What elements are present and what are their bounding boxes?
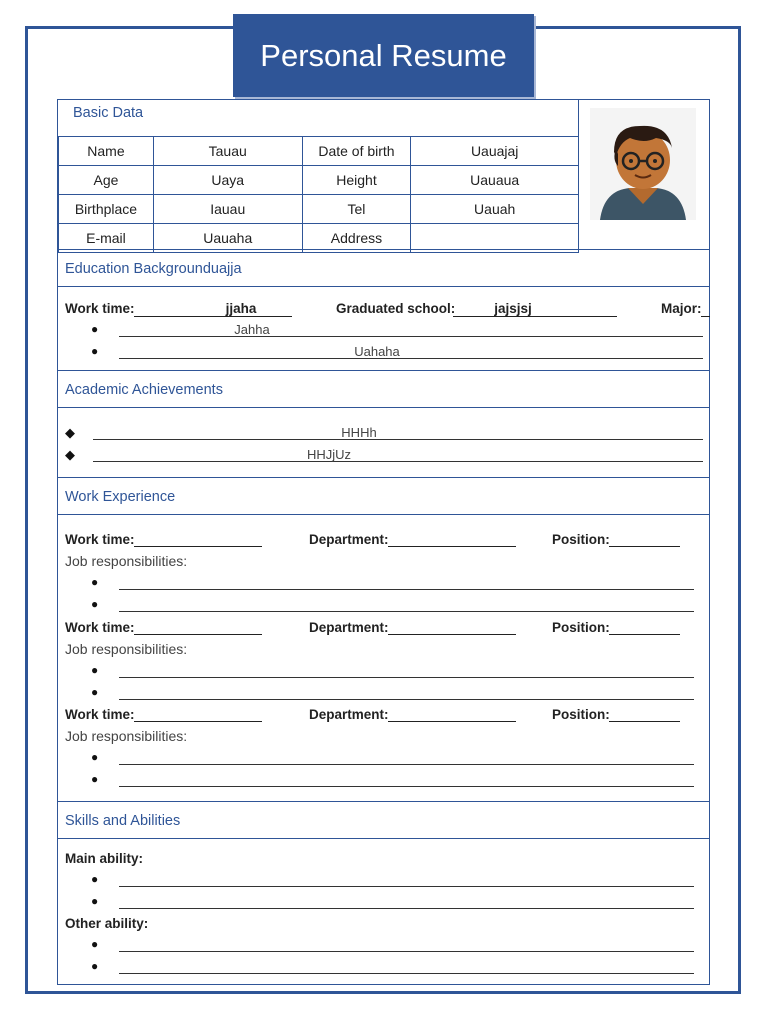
- job-responsibilities-label: Job responsibilities:: [65, 641, 188, 657]
- edu-work-time-field[interactable]: [134, 316, 292, 317]
- bullet-icon: ●: [91, 344, 99, 358]
- work-time-label: Work time:: [65, 620, 135, 635]
- diamond-icon: ◆: [65, 447, 75, 462]
- work-time-label: Work time:: [65, 707, 135, 722]
- height-label: Height: [302, 166, 411, 195]
- bullet-icon: ●: [91, 663, 99, 677]
- bullet-icon: ●: [91, 685, 99, 699]
- address-label: Address: [302, 224, 411, 253]
- edu-item-text: Uahaha: [354, 344, 400, 359]
- skills-section: [58, 839, 709, 985]
- bullet-icon: ●: [91, 894, 99, 908]
- name-value[interactable]: Tauau: [153, 137, 302, 166]
- edu-work-time-label: Work time:: [65, 301, 135, 316]
- other-ability-label: Other ability:: [65, 916, 149, 931]
- department-label: Department:: [309, 532, 389, 547]
- position-field[interactable]: [609, 634, 680, 635]
- age-label: Age: [59, 166, 154, 195]
- other-ability-line[interactable]: [119, 973, 694, 974]
- position-field[interactable]: [609, 546, 680, 547]
- basic-table-border: [58, 100, 579, 250]
- responsibility-line[interactable]: [119, 677, 694, 678]
- other-ability-line[interactable]: [119, 951, 694, 952]
- height-value[interactable]: Uauaua: [411, 166, 579, 195]
- department-label: Department:: [309, 620, 389, 635]
- name-label: Name: [59, 137, 154, 166]
- graduated-school-field[interactable]: [453, 316, 617, 317]
- page-title: Personal Resume: [233, 14, 534, 97]
- main-ability-line[interactable]: [119, 908, 694, 909]
- major-field[interactable]: [701, 316, 710, 317]
- work-time-field[interactable]: [134, 546, 262, 547]
- responsibility-line[interactable]: [119, 611, 694, 612]
- achievements-header: [58, 371, 709, 408]
- achievements-section: [58, 408, 709, 478]
- bullet-icon: ●: [91, 750, 99, 764]
- position-field[interactable]: [609, 721, 680, 722]
- department-label: Department:: [309, 707, 389, 722]
- education-section: [58, 287, 709, 371]
- job-responsibilities-label: Job responsibilities:: [65, 553, 188, 569]
- bullet-icon: ●: [91, 575, 99, 589]
- responsibility-line[interactable]: [119, 699, 694, 700]
- graduated-school-value: jajsjsj: [494, 301, 532, 316]
- bullet-icon: ●: [91, 772, 99, 786]
- bullet-icon: ●: [91, 937, 99, 951]
- bullet-icon: ●: [91, 872, 99, 886]
- job-responsibilities-label: Job responsibilities:: [65, 728, 188, 744]
- edu-work-time-value: jjaha: [225, 301, 257, 316]
- avatar: [590, 108, 696, 220]
- major-label: Major:: [661, 301, 702, 316]
- main-ability-line[interactable]: [119, 886, 694, 887]
- graduated-school-label: Graduated school:: [336, 301, 456, 316]
- diamond-icon: ◆: [65, 425, 75, 440]
- work-time-label: Work time:: [65, 532, 135, 547]
- bullet-icon: ●: [91, 597, 99, 611]
- birthplace-label: Birthplace: [59, 195, 154, 224]
- bullet-icon: ●: [91, 322, 99, 336]
- email-value[interactable]: Uauaha: [153, 224, 302, 253]
- education-header: [58, 250, 709, 287]
- basic-data-section: [58, 100, 709, 250]
- edu-item-text: Jahha: [234, 322, 270, 337]
- resume-body: [57, 99, 710, 985]
- tel-label: Tel: [302, 195, 411, 224]
- work-time-field[interactable]: [134, 634, 262, 635]
- age-value[interactable]: Uaya: [153, 166, 302, 195]
- dob-value[interactable]: Uauajaj: [411, 137, 579, 166]
- education-title: Education Backgrounduajja: [65, 261, 242, 277]
- department-field[interactable]: [388, 721, 516, 722]
- skills-header: [58, 802, 709, 839]
- basic-data-title: Basic Data: [73, 105, 144, 121]
- position-label: Position:: [552, 707, 610, 722]
- dob-label: Date of birth: [302, 137, 411, 166]
- work-header: [58, 478, 709, 515]
- work-section: [58, 515, 709, 802]
- position-label: Position:: [552, 532, 610, 547]
- email-label: E-mail: [59, 224, 154, 253]
- bullet-icon: ●: [91, 959, 99, 973]
- work-time-field[interactable]: [134, 721, 262, 722]
- responsibility-line[interactable]: [119, 764, 694, 765]
- main-ability-label: Main ability:: [65, 851, 144, 866]
- responsibility-line[interactable]: [119, 786, 694, 787]
- achievement-text: HHHh: [341, 425, 377, 440]
- department-field[interactable]: [388, 546, 516, 547]
- department-field[interactable]: [388, 634, 516, 635]
- birthplace-value[interactable]: Iauau: [153, 195, 302, 224]
- achievements-title: Academic Achievements: [65, 382, 223, 398]
- work-title: Work Experience: [65, 489, 176, 505]
- position-label: Position:: [552, 620, 610, 635]
- skills-title: Skills and Abilities: [65, 813, 181, 829]
- tel-value[interactable]: Uauah: [411, 195, 579, 224]
- responsibility-line[interactable]: [119, 589, 694, 590]
- achievement-text: HHJjUz: [306, 447, 352, 462]
